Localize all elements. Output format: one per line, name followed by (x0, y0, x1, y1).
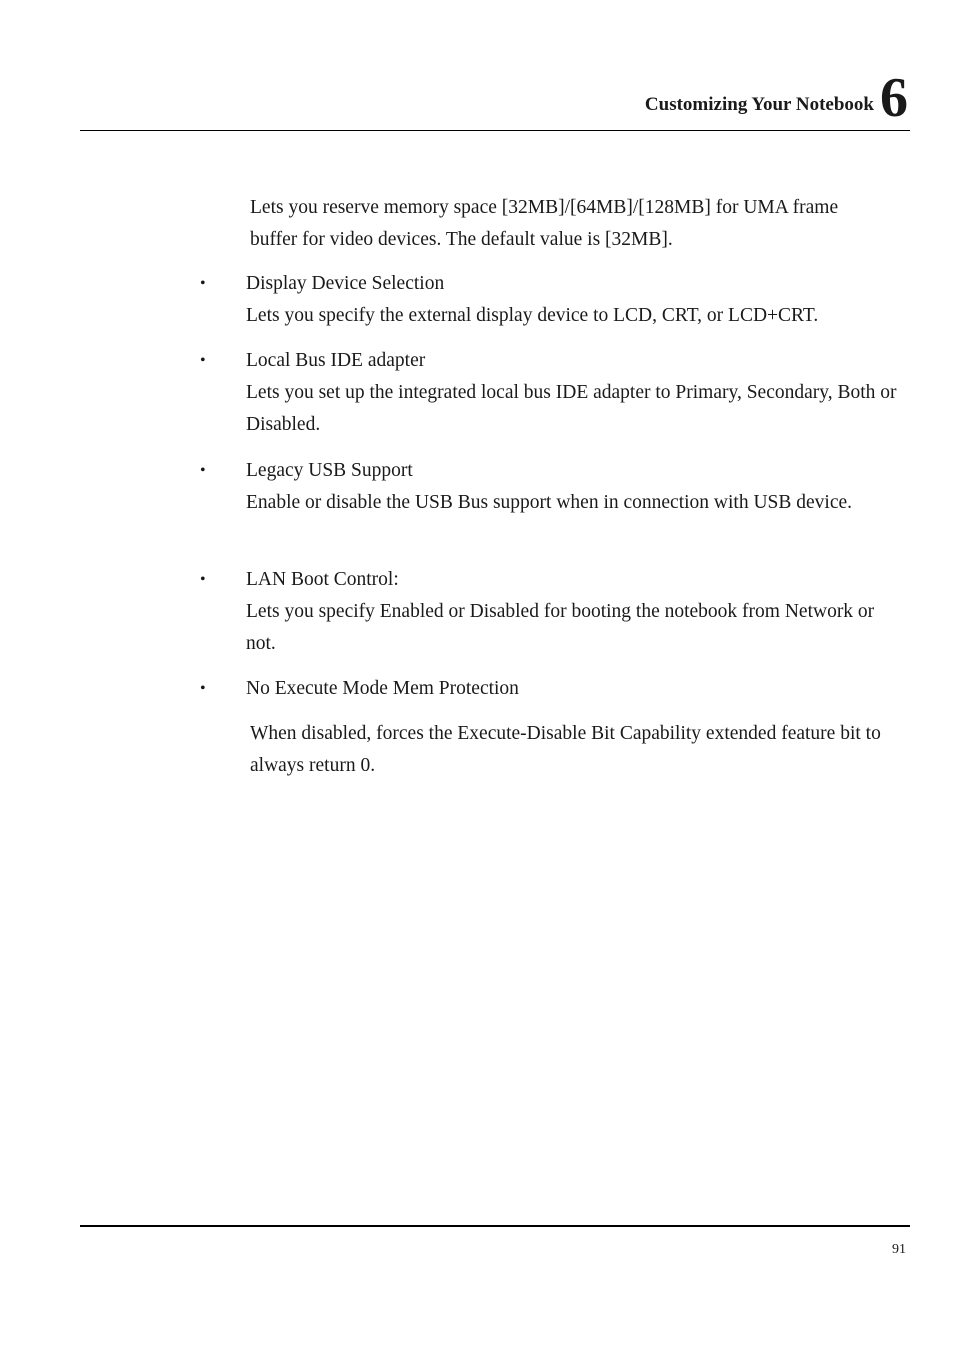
item-description: Lets you specify Enabled or Disabled for booting the notebook from Network or not. (246, 601, 875, 654)
item-title: LAN Boot Control: (246, 569, 399, 590)
bullet-icon: • (200, 680, 206, 697)
bullet-icon: • (200, 275, 206, 292)
intro-paragraph: Lets you reserve memory space [32MB]/[64MB]/[128MB] for UMA frame buffer for video devices. The default value is [32MB]. (250, 197, 839, 250)
header-divider (80, 130, 910, 131)
item-title: Legacy USB Support (246, 460, 413, 481)
chapter-number: 6 (880, 67, 908, 129)
page-header (644, 67, 908, 129)
item-title: Local Bus IDE adapter (246, 350, 426, 371)
bullet-icon: • (200, 352, 206, 369)
chapter-title: Customizing Your Notebook (644, 94, 874, 115)
item-description: Enable or disable the USB Bus support when in connection with USB device. (246, 492, 853, 513)
item-description: Lets you specify the external display device to LCD, CRT, or LCD+CRT. (246, 305, 819, 326)
item-description: Lets you set up the integrated local bus IDE adapter to Primary, Secondary, Both or Disabled. (246, 382, 897, 435)
bullet-icon: • (200, 571, 206, 588)
footer-divider (80, 1225, 910, 1227)
closing-paragraph: When disabled, forces the Execute-Disable Bit Capability extended feature bit to always return 0. (250, 723, 881, 776)
item-title: No Execute Mode Mem Protection (246, 678, 519, 699)
page-number: 91 (892, 1242, 906, 1257)
item-title: Display Device Selection (246, 273, 445, 294)
bullet-icon: • (200, 462, 206, 479)
